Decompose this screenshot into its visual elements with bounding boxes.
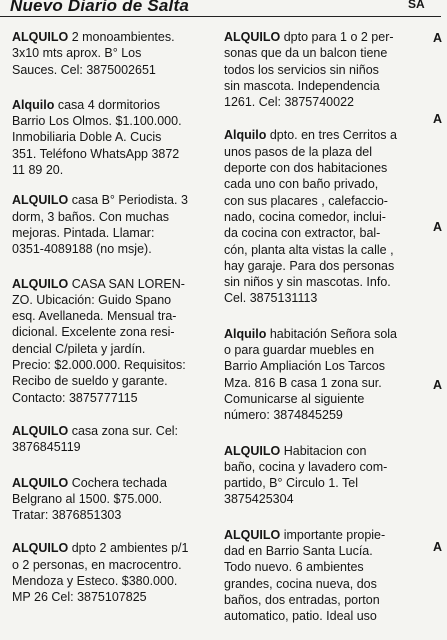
classified-column-left: [12, 29, 211, 606]
ad-text: CASA SAN LOREN- ZO. Ubicación: Guido Spano esq. Avellaneda. Mensual tra- dicional. Excelente zona resi- dencial C/pileta y jardín. Precio: $2.000.000. Requisitos: Recibo de sueldo y garante. Contacto: 3875777115: [12, 276, 186, 405]
masthead-title: Nuevo Diario de Salta: [10, 0, 189, 15]
classified-column-right: [224, 29, 426, 625]
classified-ad: [12, 540, 211, 605]
ad-keyword: ALQUILO: [12, 541, 69, 556]
ad-text: importante propie- dad en Barrio Santa Lucía. Todo nuevo. 6 ambientes grandes, cocina nueva, dos baños, dos entradas, porton automatico, patio. Ideal uso: [224, 527, 386, 624]
cropped-letter: A: [433, 112, 443, 126]
ad-keyword: ALQUILO: [12, 193, 69, 208]
ad-keyword: Alquilo: [224, 128, 267, 143]
ad-keyword: ALQUILO: [224, 30, 281, 44]
ad-text: habitación Señora sola o para guardar muebles en Barrio Ampliación Los Tarcos Mza. 816 B casa 1 zona sur. Comunicarse al siguiente número: 3874845259: [224, 326, 398, 423]
newspaper-header: [0, 0, 441, 17]
ad-text: casa 4 dormitorios Barrio Los Olmos. $1.100.000. Inmobiliaria Doble A. Cucis 351. Teléfono WhatsApp 3872 11 89 20.: [12, 97, 182, 178]
classified-ad: [224, 527, 426, 625]
classified-ad: [12, 475, 211, 524]
ad-keyword: ALQUILO: [224, 527, 281, 542]
ad-text: 2 monoambientes. 3x10 mts aprox. B° Los Sauces. Cel: 3875002651: [12, 30, 175, 77]
ad-keyword: Alquilo: [12, 97, 55, 112]
classified-ad: [12, 423, 211, 456]
ad-keyword: ALQUILO: [12, 475, 69, 490]
ad-keyword: ALQUILO: [12, 423, 69, 438]
ad-keyword: ALQUILO: [224, 443, 281, 458]
ad-text: dpto para 1 o 2 per- sonas que da un balcon tiene todos los servicios sin niños sin mascota. Independencia 1261. Cel: 3875740022: [224, 30, 394, 110]
ad-keyword: ALQUILO: [12, 276, 69, 291]
classified-ad: [224, 127, 426, 306]
classified-ad: [12, 276, 211, 406]
classified-ad: [224, 29, 426, 110]
ad-text: casa B° Periodista. 3 dorm, 3 baños. Con muchas mejoras. Pintada. Llamar: 0351-4089188 (no msje).: [12, 193, 188, 257]
classified-ad: [224, 443, 426, 508]
cropped-letter: A: [433, 31, 443, 45]
masthead-right-fragment: SA: [408, 0, 425, 11]
ad-keyword: ALQUILO: [12, 30, 69, 44]
cropped-letter: A: [433, 378, 443, 392]
classified-ad: [224, 326, 426, 424]
ad-text: Habitacion con baño, cocina y lavadero com- partido, B° Circulo 1. Tel 3875425304: [224, 443, 388, 507]
classified-ad: [12, 29, 211, 78]
classified-ad: [12, 192, 211, 257]
ad-text: Cochera techada Belgrano al 1500. $75.000. Tratar: 3876851303: [12, 475, 167, 523]
ad-keyword: Alquilo: [224, 326, 267, 341]
ad-text: dpto 2 ambientes p/1 o 2 personas, en macrocentro. Mendoza y Esteco. $380.000. MP 26 Cel: 3875107825: [12, 541, 189, 605]
ad-text: dpto. en tres Cerritos a unos pasos de la plaza del deporte con dos habitaciones cada uno con baño privado, con sus placares , calefaccio- nado, cocina comedor, inclui- da cocina con extractor, bal- cón, planta alta vistas la calle , hay garaje. Para dos personas sin niños y sin mascotas. Info. Cel. 3875131113: [224, 128, 397, 306]
ad-text: casa zona sur. Cel: 3876845119: [12, 423, 179, 455]
classified-ad: [12, 97, 211, 178]
cropped-letter: A: [433, 540, 443, 554]
cropped-letter: A: [433, 220, 443, 234]
cropped-next-column: [433, 0, 447, 640]
